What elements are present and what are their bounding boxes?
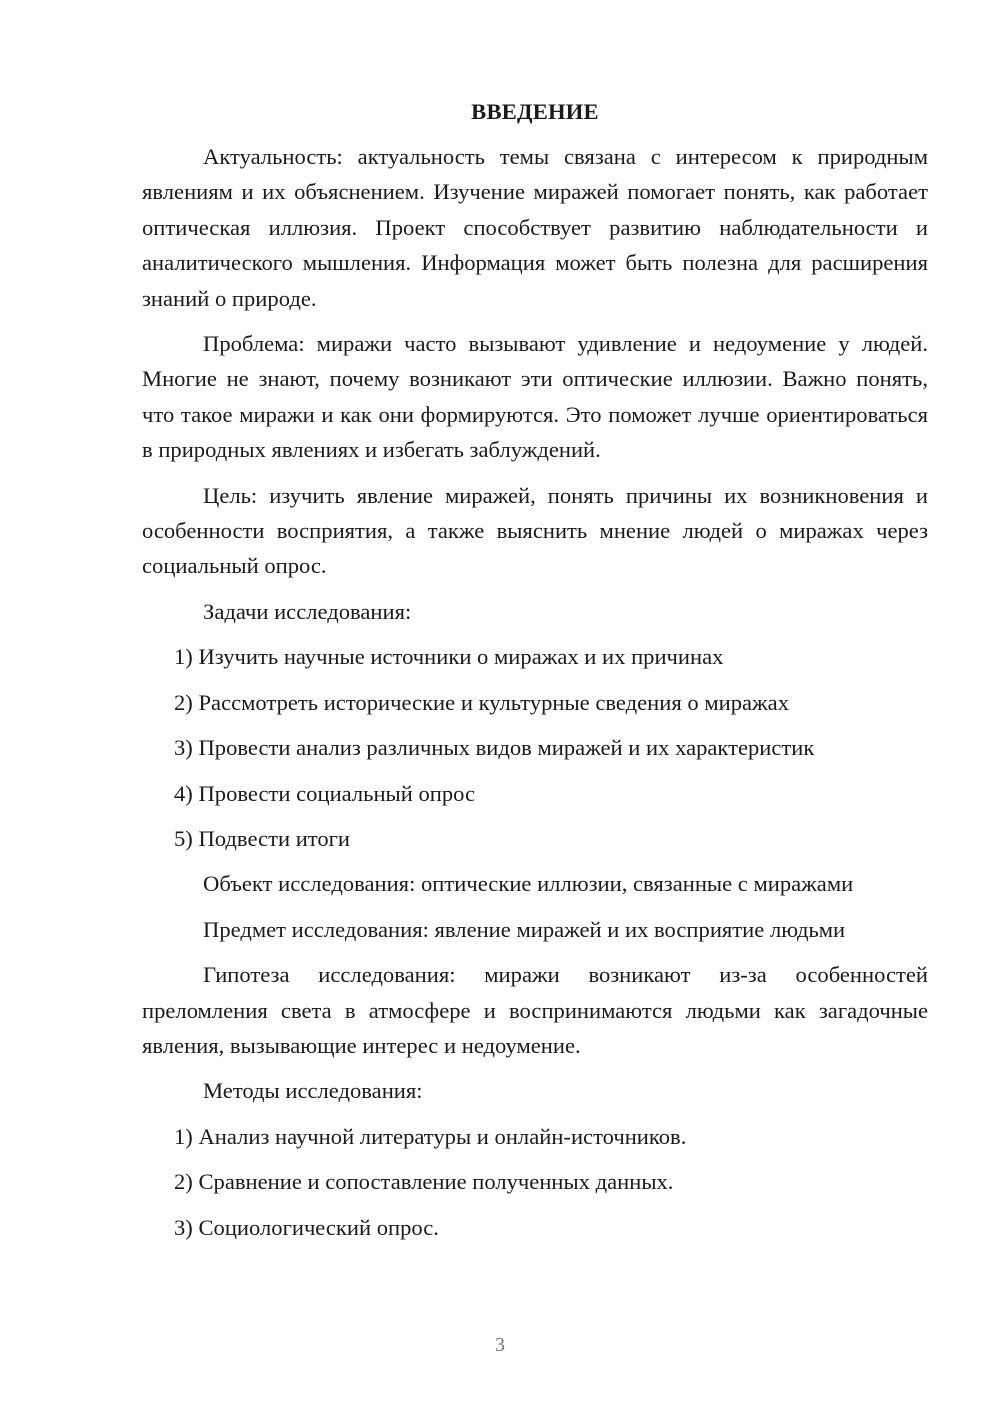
- problem-paragraph: Проблема: миражи часто вызывают удивление и недоумение у людей. Многие не знают, почему возникают эти оптические иллюзии. Важно понять, что такое миражи и как они формируются. Это поможет лучше ориентироваться в природных явлениях и избегать заблуждений.: [142, 331, 928, 463]
- method-item: 2) Сравнение и сопоставление полученных данных.: [174, 1169, 674, 1195]
- hypothesis-paragraph: Гипотеза исследования: миражи возникают из-за особенностей преломления света в атмосфере и воспринимаются людьми как загадочные явления, вызывающие интерес и недоумение.: [142, 962, 928, 1058]
- method-item: 1) Анализ научной литературы и онлайн-источников.: [174, 1123, 687, 1149]
- task-item: 5) Подвести итоги: [174, 825, 351, 851]
- goal-paragraph: Цель: изучить явление миражей, понять причины их возникновения и особенности восприятия, а также выяснить мнение людей о миражах через социальный опрос.: [142, 482, 928, 579]
- methods-heading: Методы исследования:: [203, 1078, 423, 1104]
- page-content: [142, 95, 928, 1245]
- tasks-heading: Задачи исследования:: [203, 598, 412, 624]
- page-number: 3: [495, 1334, 505, 1356]
- subject-paragraph: Предмет исследования: явление миражей и их восприятие людьми: [203, 916, 846, 942]
- task-item: 1) Изучить научные источники о миражах и их причинах: [174, 644, 724, 670]
- method-item: 3) Социологический опрос.: [174, 1214, 439, 1240]
- task-item: 4) Провести социальный опрос: [174, 780, 476, 806]
- relevance-paragraph: Актуальность: актуальность темы связана с интересом к природным явлениям и их объяснением. Изучение миражей помогает понять, как работает оптическая иллюзия. Проект способствует развитию наблюдательности и аналитического мышления. Информация может быть полезна для расширения знаний о природе.: [142, 144, 928, 311]
- page-title: ВВЕДЕНИЕ: [471, 99, 599, 124]
- task-item: 3) Провести анализ различных видов миражей и их характеристик: [174, 735, 815, 761]
- object-paragraph: Объект исследования: оптические иллюзии, связанные с миражами: [203, 871, 854, 897]
- task-item: 2) Рассмотреть исторические и культурные сведения о миражах: [174, 689, 789, 715]
